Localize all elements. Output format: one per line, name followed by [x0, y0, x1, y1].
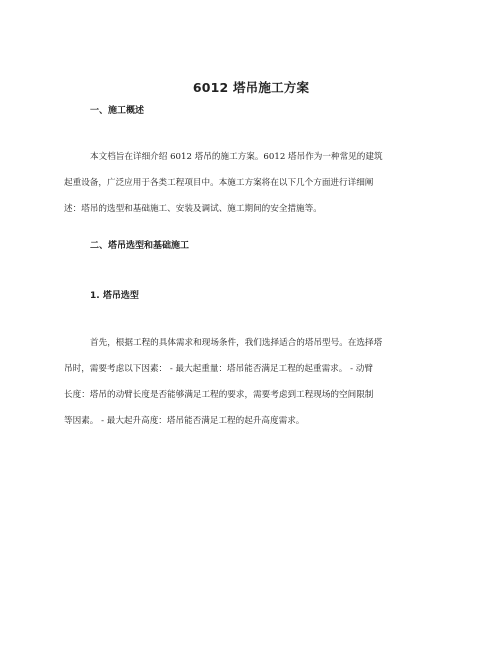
paragraph-line: 本文档旨在详细介绍 6012 塔吊的施工方案。6012 塔吊作为一种常见的建筑 [90, 152, 383, 162]
section-heading-selection: 二、塔吊选型和基础施工 [90, 241, 190, 251]
document-title: 6012 塔吊施工方案 [192, 80, 310, 95]
paragraph-line: 长度：塔吊的动臂长度是否能够满足工程的要求，需要考虑到工程现场的空间限制 [64, 390, 374, 400]
paragraph-line: 述：塔吊的选型和基础施工、安装及调试、施工期间的安全措施等。 [64, 204, 322, 214]
selection-paragraph [64, 330, 434, 434]
overview-paragraph [64, 144, 434, 222]
paragraph-line: 等因素。 - 最大起升高度：塔吊能否满足工程的起升高度需求。 [64, 416, 305, 426]
paragraph-line: 首先，根据工程的具体需求和现场条件，我们选择适合的塔吊型号。在选择塔 [90, 338, 383, 348]
paragraph-line: 吊时，需要考虑以下因素： - 最大起重量：塔吊能否满足工程的起重需求。 - 动臂 [64, 364, 373, 374]
subsection-heading-selection: 1. 塔吊选型 [90, 291, 139, 301]
section-heading-overview: 一、施工概述 [90, 106, 145, 116]
paragraph-line: 起重设备，广泛应用于各类工程项目中。本施工方案将在以下几个方面进行详细阐 [64, 178, 374, 188]
